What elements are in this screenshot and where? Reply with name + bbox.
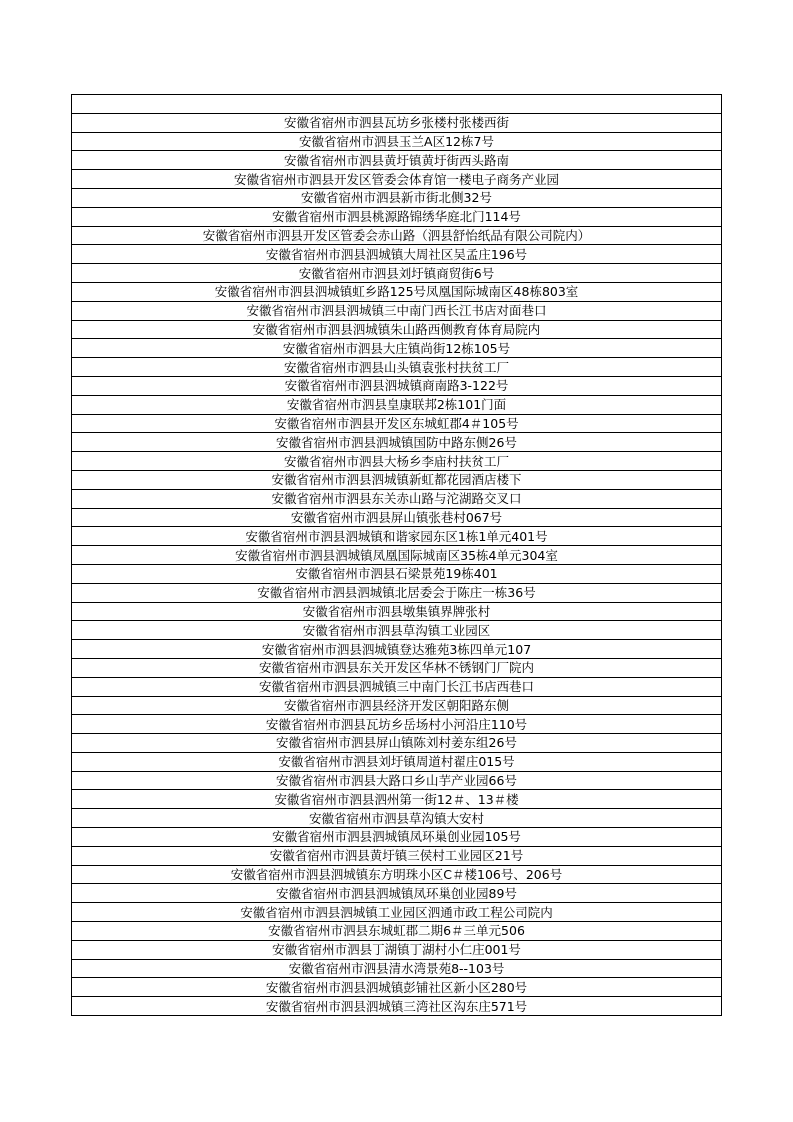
address-table-body: [72, 95, 722, 1016]
address-cell: 安徽省宿州市泗县东关开发区华林不锈钢门厂院内: [72, 658, 722, 677]
table-row: [72, 583, 722, 602]
table-row: [72, 395, 722, 414]
address-cell: 安徽省宿州市泗县大庄镇尚街12栋105号: [72, 339, 722, 358]
address-cell: 安徽省宿州市泗县开发区东城虹郡4＃105号: [72, 414, 722, 433]
address-cell: 安徽省宿州市泗县泗城镇三中南门长江书店西巷口: [72, 677, 722, 696]
table-row: [72, 320, 722, 339]
table-row: [72, 752, 722, 771]
table-row: [72, 301, 722, 320]
address-cell: 安徽省宿州市泗县山头镇袁张村扶贫工厂: [72, 358, 722, 377]
table-row: [72, 452, 722, 471]
table-row: [72, 132, 722, 151]
table-row: [72, 865, 722, 884]
address-cell: 安徽省宿州市泗县泗城镇东方明珠小区C＃楼106号、206号: [72, 865, 722, 884]
address-cell: 安徽省宿州市泗县泗城镇北居委会于陈庄一栋36号: [72, 583, 722, 602]
table-row: [72, 640, 722, 659]
table-row: [72, 734, 722, 753]
address-cell: 安徽省宿州市泗县大杨乡李庙村扶贫工厂: [72, 452, 722, 471]
address-cell: 安徽省宿州市泗县玉兰A区12栋7号: [72, 132, 722, 151]
table-row: [72, 940, 722, 959]
table-row: [72, 696, 722, 715]
address-cell: 安徽省宿州市泗县泗城镇工业园区泗通市政工程公司院内: [72, 903, 722, 922]
table-row: [72, 207, 722, 226]
table-row: [72, 828, 722, 847]
table-row: [72, 282, 722, 301]
table-row: [72, 245, 722, 264]
address-cell: 安徽省宿州市泗县刘圩镇周道村翟庄015号: [72, 752, 722, 771]
address-cell: 安徽省宿州市泗县屏山镇张巷村067号: [72, 508, 722, 527]
table-row: [72, 527, 722, 546]
address-cell: 安徽省宿州市泗县开发区管委会体育馆一楼电子商务产业园: [72, 170, 722, 189]
address-cell: 安徽省宿州市泗县草沟镇工业园区: [72, 621, 722, 640]
address-cell: 安徽省宿州市泗县泗城镇新虹都花园酒店楼下: [72, 470, 722, 489]
table-row: [72, 922, 722, 941]
table-row: [72, 470, 722, 489]
address-cell: 安徽省宿州市泗县屏山镇陈刘村姜东组26号: [72, 734, 722, 753]
table-row: [72, 170, 722, 189]
table-row: [72, 339, 722, 358]
table-row: [72, 226, 722, 245]
address-cell: [72, 95, 722, 114]
address-cell: 安徽省宿州市泗县东城虹郡二期6＃三单元506: [72, 922, 722, 941]
address-cell: 安徽省宿州市泗县草沟镇大安村: [72, 809, 722, 828]
address-cell: 安徽省宿州市泗县桃源路锦绣华庭北门114号: [72, 207, 722, 226]
address-cell: 安徽省宿州市泗县泗城镇三湾社区沟东庄571号: [72, 997, 722, 1016]
address-cell: 安徽省宿州市泗县东关赤山路与沱湖路交叉口: [72, 489, 722, 508]
table-row: [72, 546, 722, 565]
address-cell: 安徽省宿州市泗县泗城镇虹乡路125号凤凰国际城南区48栋803室: [72, 282, 722, 301]
table-row: [72, 151, 722, 170]
table-row: [72, 959, 722, 978]
table-row: [72, 677, 722, 696]
address-cell: 安徽省宿州市泗县泗城镇登达雅苑3栋四单元107: [72, 640, 722, 659]
address-table: [71, 94, 722, 1016]
table-row: [72, 884, 722, 903]
table-row: [72, 113, 722, 132]
table-row: [72, 658, 722, 677]
address-cell: 安徽省宿州市泗县泗城镇凤环巢创业园89号: [72, 884, 722, 903]
table-row: [72, 358, 722, 377]
address-cell: 安徽省宿州市泗县丁湖镇丁湖村小仁庄001号: [72, 940, 722, 959]
address-cell: 安徽省宿州市泗县黄圩镇三侯村工业园区21号: [72, 846, 722, 865]
table-row: [72, 790, 722, 809]
table-row: [72, 433, 722, 452]
table-row: [72, 978, 722, 997]
table-row: [72, 376, 722, 395]
address-cell: 安徽省宿州市泗县石梁景苑19栋401: [72, 564, 722, 583]
table-row: [72, 508, 722, 527]
table-row: [72, 846, 722, 865]
address-cell: 安徽省宿州市泗县开发区管委会赤山路（泗县舒怡纸品有限公司院内）: [72, 226, 722, 245]
address-cell: 安徽省宿州市泗县皇康联邦2栋101门面: [72, 395, 722, 414]
address-cell: 安徽省宿州市泗县泗州第一街12＃、13＃楼: [72, 790, 722, 809]
table-row: [72, 602, 722, 621]
address-cell: 安徽省宿州市泗县泗城镇彭铺社区新小区280号: [72, 978, 722, 997]
table-row: [72, 414, 722, 433]
table-row: [72, 997, 722, 1016]
table-row: [72, 715, 722, 734]
address-cell: 安徽省宿州市泗县泗城镇大周社区吴孟庄196号: [72, 245, 722, 264]
address-cell: 安徽省宿州市泗县瓦坊乡岳场村小河沿庄110号: [72, 715, 722, 734]
address-cell: 安徽省宿州市泗县黄圩镇黄圩街西头路南: [72, 151, 722, 170]
table-row: [72, 903, 722, 922]
table-row: [72, 95, 722, 114]
table-row: [72, 264, 722, 283]
address-cell: 安徽省宿州市泗县泗城镇国防中路东侧26号: [72, 433, 722, 452]
address-cell: 安徽省宿州市泗县新市街北侧32号: [72, 188, 722, 207]
address-cell: 安徽省宿州市泗县墩集镇界牌张村: [72, 602, 722, 621]
address-cell: 安徽省宿州市泗县经济开发区朝阳路东侧: [72, 696, 722, 715]
address-cell: 安徽省宿州市泗县刘圩镇商贸街6号: [72, 264, 722, 283]
address-cell: 安徽省宿州市泗县泗城镇三中南门西长江书店对面巷口: [72, 301, 722, 320]
table-row: [72, 771, 722, 790]
address-cell: 安徽省宿州市泗县泗城镇凤环巢创业园105号: [72, 828, 722, 847]
address-cell: 安徽省宿州市泗县泗城镇和谐家园东区1栋1单元401号: [72, 527, 722, 546]
table-row: [72, 188, 722, 207]
address-cell: 安徽省宿州市泗县泗城镇凤凰国际城南区35栋4单元304室: [72, 546, 722, 565]
address-cell: 安徽省宿州市泗县清水湾景苑8--103号: [72, 959, 722, 978]
address-cell: 安徽省宿州市泗县泗城镇商南路3-122号: [72, 376, 722, 395]
table-row: [72, 809, 722, 828]
table-row: [72, 621, 722, 640]
address-cell: 安徽省宿州市泗县大路口乡山芋产业园66号: [72, 771, 722, 790]
table-row: [72, 489, 722, 508]
address-cell: 安徽省宿州市泗县瓦坊乡张楼村张楼西街: [72, 113, 722, 132]
address-cell: 安徽省宿州市泗县泗城镇朱山路西侧教育体育局院内: [72, 320, 722, 339]
table-row: [72, 564, 722, 583]
